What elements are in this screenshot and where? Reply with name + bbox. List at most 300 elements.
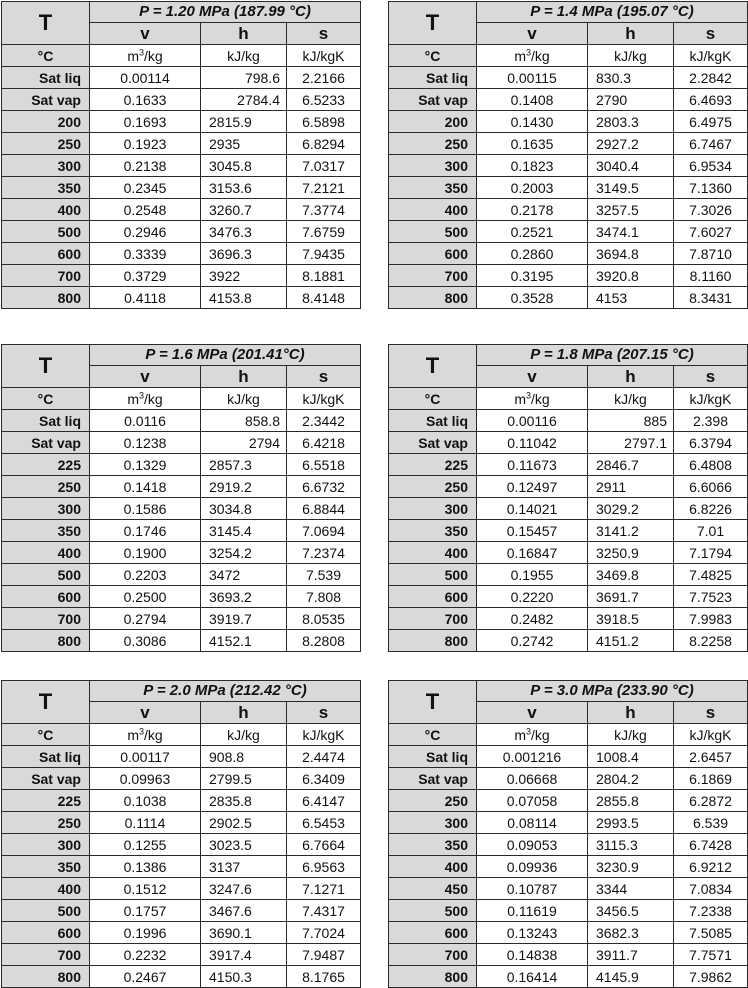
specific-volume-cell: 0.09963 [90, 768, 201, 790]
enthalpy-cell: 2803.3 [588, 111, 674, 133]
entropy-cell: 2.2842 [674, 67, 748, 89]
s-unit: kJ/kgK [674, 388, 748, 410]
specific-volume-cell: 0.1900 [90, 542, 201, 564]
enthalpy-cell: 3920.8 [588, 265, 674, 287]
row-temperature: 225 [389, 454, 477, 476]
enthalpy-cell: 3145.4 [201, 520, 287, 542]
specific-volume-cell: 0.1955 [477, 564, 588, 586]
v-unit-exponent: 3 [138, 725, 144, 736]
specific-volume-cell: 0.1386 [90, 856, 201, 878]
s-column-header: s [674, 366, 748, 388]
row-temperature: 500 [2, 564, 90, 586]
v-unit [477, 724, 588, 746]
entropy-cell: 7.7523 [674, 586, 748, 608]
row-temperature: 700 [2, 265, 90, 287]
row-temperature: Sat vap [389, 768, 477, 790]
s-unit: kJ/kgK [287, 724, 361, 746]
table-row [389, 177, 748, 199]
table-row [389, 432, 748, 454]
enthalpy-cell: 2911 [588, 476, 674, 498]
entropy-cell: 6.4975 [674, 111, 748, 133]
enthalpy-cell: 3260.7 [201, 199, 287, 221]
entropy-cell: 6.6732 [287, 476, 361, 498]
pressure-title: P = 1.8 MPa (207.15 °C) [477, 345, 748, 366]
row-temperature: 300 [389, 155, 477, 177]
row-temperature: 225 [2, 790, 90, 812]
entropy-cell: 2.6457 [674, 746, 748, 768]
v-unit-exponent: 3 [525, 725, 531, 736]
row-temperature: 350 [389, 177, 477, 199]
row-temperature: 600 [389, 922, 477, 944]
entropy-cell: 7.0694 [287, 520, 361, 542]
enthalpy-cell: 3474.1 [588, 221, 674, 243]
entropy-cell: 7.0834 [674, 878, 748, 900]
specific-volume-cell: 0.2521 [477, 221, 588, 243]
enthalpy-cell: 2935 [201, 133, 287, 155]
h-column-header: h [201, 366, 287, 388]
v-unit-base: m [514, 390, 526, 407]
table-row [389, 834, 748, 856]
entropy-cell: 2.3442 [287, 410, 361, 432]
row-temperature: 250 [389, 476, 477, 498]
specific-volume-cell: 0.2946 [90, 221, 201, 243]
v-unit-base: m [514, 47, 526, 64]
specific-volume-cell: 0.2500 [90, 586, 201, 608]
specific-volume-cell: 0.13243 [477, 922, 588, 944]
enthalpy-cell: 3029.2 [588, 498, 674, 520]
v-unit-exponent: 3 [525, 389, 531, 400]
specific-volume-cell: 0.11673 [477, 454, 588, 476]
temperature-header: T [389, 345, 477, 388]
enthalpy-cell: 3472 [201, 564, 287, 586]
specific-volume-cell: 0.1635 [477, 133, 588, 155]
table-row [389, 966, 748, 988]
row-temperature: 250 [2, 133, 90, 155]
row-temperature: 250 [389, 133, 477, 155]
enthalpy-cell: 3476.3 [201, 221, 287, 243]
v-column-header: v [477, 702, 588, 724]
entropy-cell: 8.4148 [287, 287, 361, 309]
table-row [389, 856, 748, 878]
entropy-cell: 7.9862 [674, 966, 748, 988]
enthalpy-cell: 3696.3 [201, 243, 287, 265]
specific-volume-cell: 0.00117 [90, 746, 201, 768]
table-row [2, 177, 361, 199]
entropy-cell: 2.2166 [287, 67, 361, 89]
enthalpy-cell: 3115.3 [588, 834, 674, 856]
v-column-header: v [90, 702, 201, 724]
row-temperature: 350 [2, 856, 90, 878]
table-row [389, 89, 748, 111]
table-row [389, 878, 748, 900]
table-row [2, 812, 361, 834]
specific-volume-cell: 0.16847 [477, 542, 588, 564]
steam-table-4 [388, 344, 748, 652]
h-unit: kJ/kg [588, 45, 674, 67]
entropy-cell: 7.2338 [674, 900, 748, 922]
row-temperature: 600 [2, 586, 90, 608]
steam-table-2 [388, 1, 748, 309]
entropy-cell: 6.539 [674, 812, 748, 834]
pressure-title: P = 1.20 MPa (187.99 °C) [90, 2, 361, 23]
row-temperature: 225 [2, 454, 90, 476]
entropy-cell: 6.7664 [287, 834, 361, 856]
entropy-cell: 7.1271 [287, 878, 361, 900]
specific-volume-cell: 0.001216 [477, 746, 588, 768]
specific-volume-cell: 0.2220 [477, 586, 588, 608]
v-unit-exponent: 3 [138, 46, 144, 57]
entropy-cell: 7.1360 [674, 177, 748, 199]
specific-volume-cell: 0.00115 [477, 67, 588, 89]
table-row [2, 790, 361, 812]
v-unit-tail: /kg [144, 726, 163, 743]
row-temperature: 800 [2, 630, 90, 652]
enthalpy-cell: 858.8 [201, 410, 287, 432]
entropy-cell: 7.6759 [287, 221, 361, 243]
entropy-cell: 7.7024 [287, 922, 361, 944]
row-temperature: Sat vap [2, 432, 90, 454]
entropy-cell: 7.9435 [287, 243, 361, 265]
specific-volume-cell: 0.2794 [90, 608, 201, 630]
enthalpy-cell: 3023.5 [201, 834, 287, 856]
temperature-unit: °C [2, 388, 90, 410]
specific-volume-cell: 0.12497 [477, 476, 588, 498]
enthalpy-cell: 4153 [588, 287, 674, 309]
entropy-cell: 6.5518 [287, 454, 361, 476]
entropy-cell: 6.9212 [674, 856, 748, 878]
specific-volume-cell: 0.11042 [477, 432, 588, 454]
enthalpy-cell: 2794 [201, 432, 287, 454]
temperature-header: T [2, 345, 90, 388]
entropy-cell: 7.2374 [287, 542, 361, 564]
row-temperature: 400 [2, 199, 90, 221]
specific-volume-cell: 0.1418 [90, 476, 201, 498]
enthalpy-cell: 3040.4 [588, 155, 674, 177]
v-unit [90, 724, 201, 746]
enthalpy-cell: 830.3 [588, 67, 674, 89]
table-row [389, 454, 748, 476]
entropy-cell: 6.7467 [674, 133, 748, 155]
enthalpy-cell: 3918.5 [588, 608, 674, 630]
row-temperature: 400 [2, 878, 90, 900]
row-temperature: Sat vap [389, 89, 477, 111]
row-temperature: 600 [2, 243, 90, 265]
entropy-cell: 6.5453 [287, 812, 361, 834]
row-temperature: 400 [389, 542, 477, 564]
v-column-header: v [90, 23, 201, 45]
entropy-cell: 6.4693 [674, 89, 748, 111]
row-temperature: Sat liq [2, 410, 90, 432]
specific-volume-cell: 0.00114 [90, 67, 201, 89]
temperature-header: T [2, 2, 90, 45]
table-row [2, 199, 361, 221]
row-temperature: 500 [2, 221, 90, 243]
table-row [2, 454, 361, 476]
pressure-title: P = 2.0 MPa (212.42 °C) [90, 681, 361, 702]
table-row [2, 498, 361, 520]
entropy-cell: 6.5233 [287, 89, 361, 111]
row-temperature: 800 [2, 966, 90, 988]
temperature-header: T [389, 2, 477, 45]
entropy-cell: 7.808 [287, 586, 361, 608]
h-column-header: h [201, 23, 287, 45]
table-row [389, 944, 748, 966]
specific-volume-cell: 0.15457 [477, 520, 588, 542]
v-unit [477, 45, 588, 67]
enthalpy-cell: 3141.2 [588, 520, 674, 542]
specific-volume-cell: 0.3729 [90, 265, 201, 287]
enthalpy-cell: 4150.3 [201, 966, 287, 988]
row-temperature: 600 [389, 586, 477, 608]
temperature-unit: °C [389, 724, 477, 746]
table-row [389, 133, 748, 155]
row-temperature: 600 [2, 922, 90, 944]
specific-volume-cell: 0.2003 [477, 177, 588, 199]
table-row [389, 812, 748, 834]
temperature-header: T [2, 681, 90, 724]
row-temperature: 200 [389, 111, 477, 133]
specific-volume-cell: 0.1430 [477, 111, 588, 133]
enthalpy-cell: 3919.7 [201, 608, 287, 630]
enthalpy-cell: 2797.1 [588, 432, 674, 454]
v-unit-base: m [127, 726, 139, 743]
table-row [389, 542, 748, 564]
enthalpy-cell: 3254.2 [201, 542, 287, 564]
v-unit-base: m [127, 47, 139, 64]
enthalpy-cell: 3045.8 [201, 155, 287, 177]
enthalpy-cell: 3137 [201, 856, 287, 878]
row-temperature: 500 [389, 900, 477, 922]
v-unit-exponent: 3 [138, 389, 144, 400]
v-unit-tail: /kg [531, 390, 550, 407]
row-temperature: 300 [2, 155, 90, 177]
specific-volume-cell: 0.2467 [90, 966, 201, 988]
specific-volume-cell: 0.11619 [477, 900, 588, 922]
specific-volume-cell: 0.1923 [90, 133, 201, 155]
row-temperature: 400 [389, 199, 477, 221]
enthalpy-cell: 2855.8 [588, 790, 674, 812]
specific-volume-cell: 0.2860 [477, 243, 588, 265]
row-temperature: 500 [389, 221, 477, 243]
entropy-cell: 7.3774 [287, 199, 361, 221]
s-unit: kJ/kgK [287, 45, 361, 67]
table-row [389, 922, 748, 944]
table-row [2, 586, 361, 608]
temperature-header: T [389, 681, 477, 724]
enthalpy-cell: 3690.1 [201, 922, 287, 944]
enthalpy-cell: 3691.7 [588, 586, 674, 608]
table-row [2, 265, 361, 287]
specific-volume-cell: 0.1823 [477, 155, 588, 177]
specific-volume-cell: 0.1996 [90, 922, 201, 944]
entropy-cell: 7.6027 [674, 221, 748, 243]
entropy-cell: 6.7428 [674, 834, 748, 856]
row-temperature: 700 [389, 265, 477, 287]
entropy-cell: 7.3026 [674, 199, 748, 221]
table-row [2, 89, 361, 111]
enthalpy-cell: 2835.8 [201, 790, 287, 812]
entropy-cell: 2.4474 [287, 746, 361, 768]
enthalpy-cell: 2919.2 [201, 476, 287, 498]
entropy-cell: 8.1881 [287, 265, 361, 287]
specific-volume-cell: 0.1757 [90, 900, 201, 922]
s-unit: kJ/kgK [674, 45, 748, 67]
h-unit: kJ/kg [201, 45, 287, 67]
h-unit: kJ/kg [201, 388, 287, 410]
specific-volume-cell: 0.2203 [90, 564, 201, 586]
enthalpy-cell: 3456.5 [588, 900, 674, 922]
enthalpy-cell: 4153.8 [201, 287, 287, 309]
temperature-unit: °C [2, 724, 90, 746]
v-column-header: v [477, 23, 588, 45]
specific-volume-cell: 0.2548 [90, 199, 201, 221]
enthalpy-cell: 798.6 [201, 67, 287, 89]
enthalpy-cell: 2815.9 [201, 111, 287, 133]
entropy-cell: 6.4147 [287, 790, 361, 812]
entropy-cell: 6.3409 [287, 768, 361, 790]
specific-volume-cell: 0.09936 [477, 856, 588, 878]
entropy-cell: 7.5085 [674, 922, 748, 944]
h-unit: kJ/kg [588, 724, 674, 746]
row-temperature: 350 [389, 834, 477, 856]
entropy-cell: 7.7571 [674, 944, 748, 966]
enthalpy-cell: 2857.3 [201, 454, 287, 476]
table-row [2, 542, 361, 564]
enthalpy-cell: 2846.7 [588, 454, 674, 476]
row-temperature: 800 [389, 630, 477, 652]
specific-volume-cell: 0.1408 [477, 89, 588, 111]
entropy-cell: 6.4218 [287, 432, 361, 454]
table-row [389, 520, 748, 542]
s-column-header: s [287, 702, 361, 724]
specific-volume-cell: 0.00116 [477, 410, 588, 432]
enthalpy-cell: 3230.9 [588, 856, 674, 878]
enthalpy-cell: 885 [588, 410, 674, 432]
enthalpy-cell: 2804.2 [588, 768, 674, 790]
row-temperature: 350 [2, 177, 90, 199]
enthalpy-cell: 3469.8 [588, 564, 674, 586]
table-row [2, 287, 361, 309]
specific-volume-cell: 0.2178 [477, 199, 588, 221]
specific-volume-cell: 0.14838 [477, 944, 588, 966]
table-row [2, 221, 361, 243]
table-row [2, 834, 361, 856]
steam-table-1 [1, 1, 361, 309]
row-temperature: Sat vap [389, 432, 477, 454]
table-row [389, 111, 748, 133]
enthalpy-cell: 3149.5 [588, 177, 674, 199]
table-row [2, 564, 361, 586]
entropy-cell: 7.4317 [287, 900, 361, 922]
table-row [2, 608, 361, 630]
specific-volume-cell: 0.1238 [90, 432, 201, 454]
specific-volume-cell: 0.08114 [477, 812, 588, 834]
table-row [389, 630, 748, 652]
entropy-cell: 8.2808 [287, 630, 361, 652]
specific-volume-cell: 0.14021 [477, 498, 588, 520]
table-row [389, 790, 748, 812]
specific-volume-cell: 0.09053 [477, 834, 588, 856]
specific-volume-cell: 0.1114 [90, 812, 201, 834]
table-row [389, 287, 748, 309]
table-row [2, 155, 361, 177]
v-column-header: v [477, 366, 588, 388]
pressure-title: P = 1.6 MPa (201.41°C) [90, 345, 361, 366]
pressure-title: P = 3.0 MPa (233.90 °C) [477, 681, 748, 702]
table-row [2, 944, 361, 966]
table-row [2, 630, 361, 652]
entropy-cell: 2.398 [674, 410, 748, 432]
enthalpy-cell: 3467.6 [201, 900, 287, 922]
enthalpy-cell: 3917.4 [201, 944, 287, 966]
entropy-cell: 8.0535 [287, 608, 361, 630]
specific-volume-cell: 0.1329 [90, 454, 201, 476]
enthalpy-cell: 3247.6 [201, 878, 287, 900]
row-temperature: Sat liq [389, 67, 477, 89]
entropy-cell: 7.4825 [674, 564, 748, 586]
specific-volume-cell: 0.1633 [90, 89, 201, 111]
steam-table-3 [1, 344, 361, 652]
row-temperature: Sat liq [2, 67, 90, 89]
specific-volume-cell: 0.1512 [90, 878, 201, 900]
temperature-unit: °C [389, 45, 477, 67]
entropy-cell: 7.539 [287, 564, 361, 586]
row-temperature: 400 [389, 856, 477, 878]
entropy-cell: 6.3794 [674, 432, 748, 454]
enthalpy-cell: 3257.5 [588, 199, 674, 221]
table-row [389, 221, 748, 243]
table-row [389, 900, 748, 922]
row-temperature: 800 [2, 287, 90, 309]
row-temperature: 400 [2, 542, 90, 564]
row-temperature: 250 [2, 812, 90, 834]
steam-table-6 [388, 680, 748, 988]
v-unit-tail: /kg [144, 47, 163, 64]
row-temperature: 300 [2, 834, 90, 856]
s-column-header: s [674, 702, 748, 724]
enthalpy-cell: 3682.3 [588, 922, 674, 944]
enthalpy-cell: 3034.8 [201, 498, 287, 520]
entropy-cell: 6.6066 [674, 476, 748, 498]
table-row [2, 520, 361, 542]
entropy-cell: 7.9487 [287, 944, 361, 966]
s-column-header: s [674, 23, 748, 45]
s-column-header: s [287, 366, 361, 388]
enthalpy-cell: 4152.1 [201, 630, 287, 652]
entropy-cell: 7.2121 [287, 177, 361, 199]
table-row [389, 155, 748, 177]
specific-volume-cell: 0.2742 [477, 630, 588, 652]
specific-volume-cell: 0.1693 [90, 111, 201, 133]
table-row [2, 900, 361, 922]
entropy-cell: 7.9983 [674, 608, 748, 630]
entropy-cell: 6.8844 [287, 498, 361, 520]
v-unit-base: m [127, 390, 139, 407]
specific-volume-cell: 0.16414 [477, 966, 588, 988]
enthalpy-cell: 2902.5 [201, 812, 287, 834]
table-row [2, 133, 361, 155]
table-row [2, 410, 361, 432]
table-row [2, 243, 361, 265]
row-temperature: 200 [2, 111, 90, 133]
v-column-header: v [90, 366, 201, 388]
entropy-cell: 8.1765 [287, 966, 361, 988]
v-unit-base: m [514, 726, 526, 743]
table-row [2, 966, 361, 988]
table-row [2, 922, 361, 944]
enthalpy-cell: 2790 [588, 89, 674, 111]
specific-volume-cell: 0.3528 [477, 287, 588, 309]
